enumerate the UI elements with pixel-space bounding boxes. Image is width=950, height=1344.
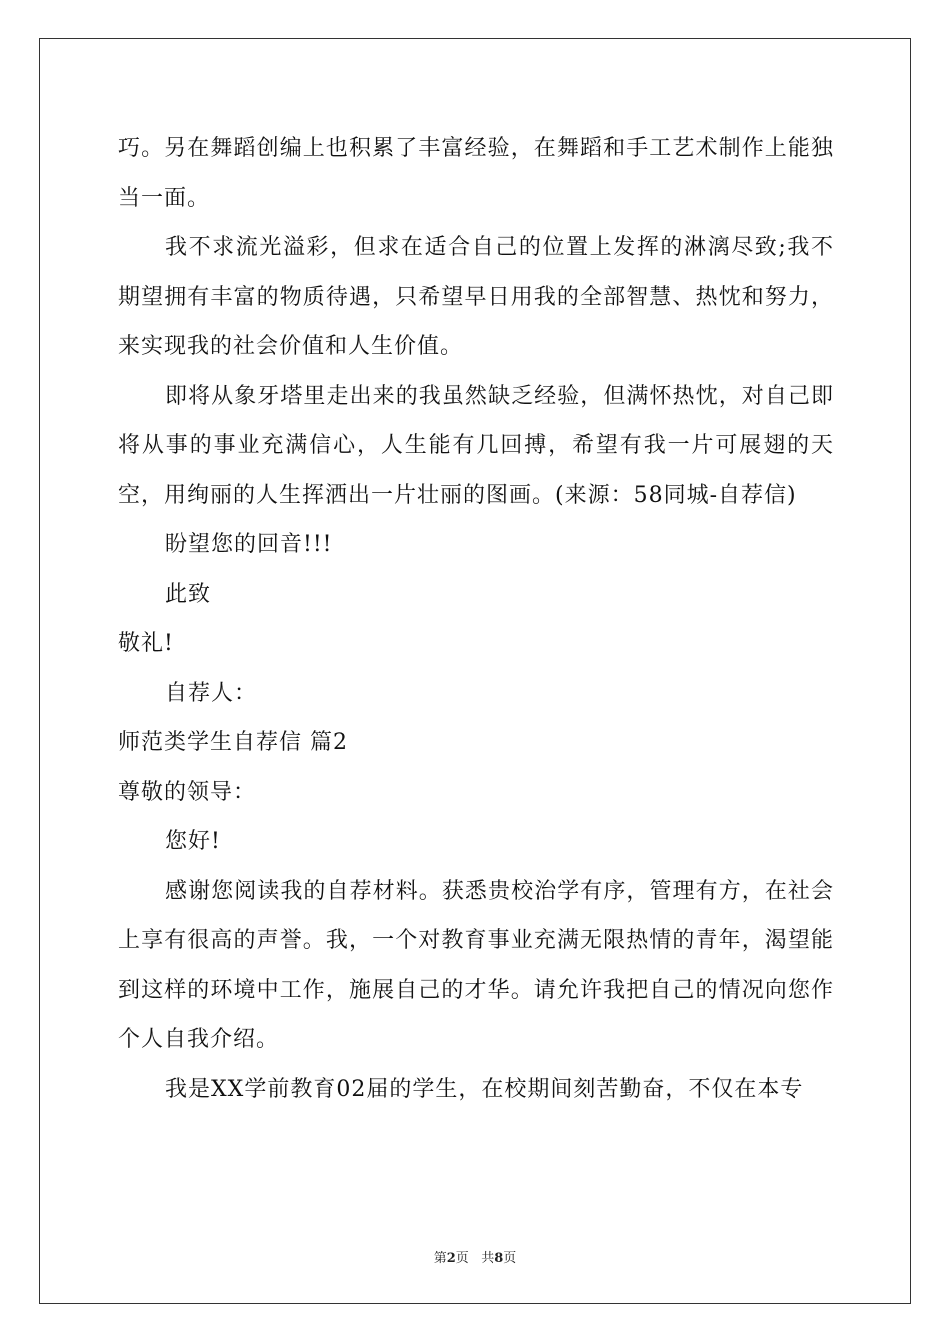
paragraph: 我不求流光溢彩，但求在适合自己的位置上发挥的淋漓尽致;我不期望拥有丰富的物质待遇，只希望早日用我的全部智慧、热忱和努力，来实现我的社会价值和人生价值。 <box>118 235 834 359</box>
page-number: 2 <box>446 1251 456 1266</box>
page-prefix: 第 <box>433 1251 447 1266</box>
total-suffix: 页 <box>503 1251 517 1266</box>
paragraph: 尊敬的领导： <box>118 779 257 805</box>
paragraph: 您好! <box>165 829 221 854</box>
paragraph: 自荐人： <box>165 680 258 706</box>
paragraph: 此致 <box>165 581 212 607</box>
total-pages: 8 <box>494 1251 504 1266</box>
paragraph: 巧。另在舞蹈创编上也积累了丰富经验，在舞蹈和手工艺术制作上能独当一面。 <box>118 136 834 211</box>
paragraph: 我是XX学前教育02届的学生，在校期间刻苦勤奋，不仅在本专 <box>165 1076 804 1102</box>
page-footer <box>0 1247 950 1266</box>
total-prefix: 共 <box>481 1251 495 1266</box>
page-suffix: 页 <box>455 1251 469 1266</box>
paragraph: 感谢您阅读我的自荐材料。获悉贵校治学有序，管理有方，在社会上享有很高的声誉。我，一个对教育事业充满无限热情的青年，渴望能到这样的环境中工作，施展自己的才华。请允许我把自己的情况向您作个人自我介绍。 <box>118 878 834 1052</box>
document-body <box>118 124 834 1114</box>
paragraph: 师范类学生自荐信 篇2 <box>118 730 348 755</box>
paragraph: 敬礼! <box>118 631 174 656</box>
paragraph: 盼望您的回音!!! <box>165 532 333 557</box>
paragraph: 即将从象牙塔里走出来的我虽然缺乏经验，但满怀热忱，对自己即将从事的事业充满信心，人生能有几回搏，希望有我一片可展翅的天空，用绚丽的人生挥洒出一片壮丽的图画。(来源：58同城-自荐信) <box>118 383 834 508</box>
